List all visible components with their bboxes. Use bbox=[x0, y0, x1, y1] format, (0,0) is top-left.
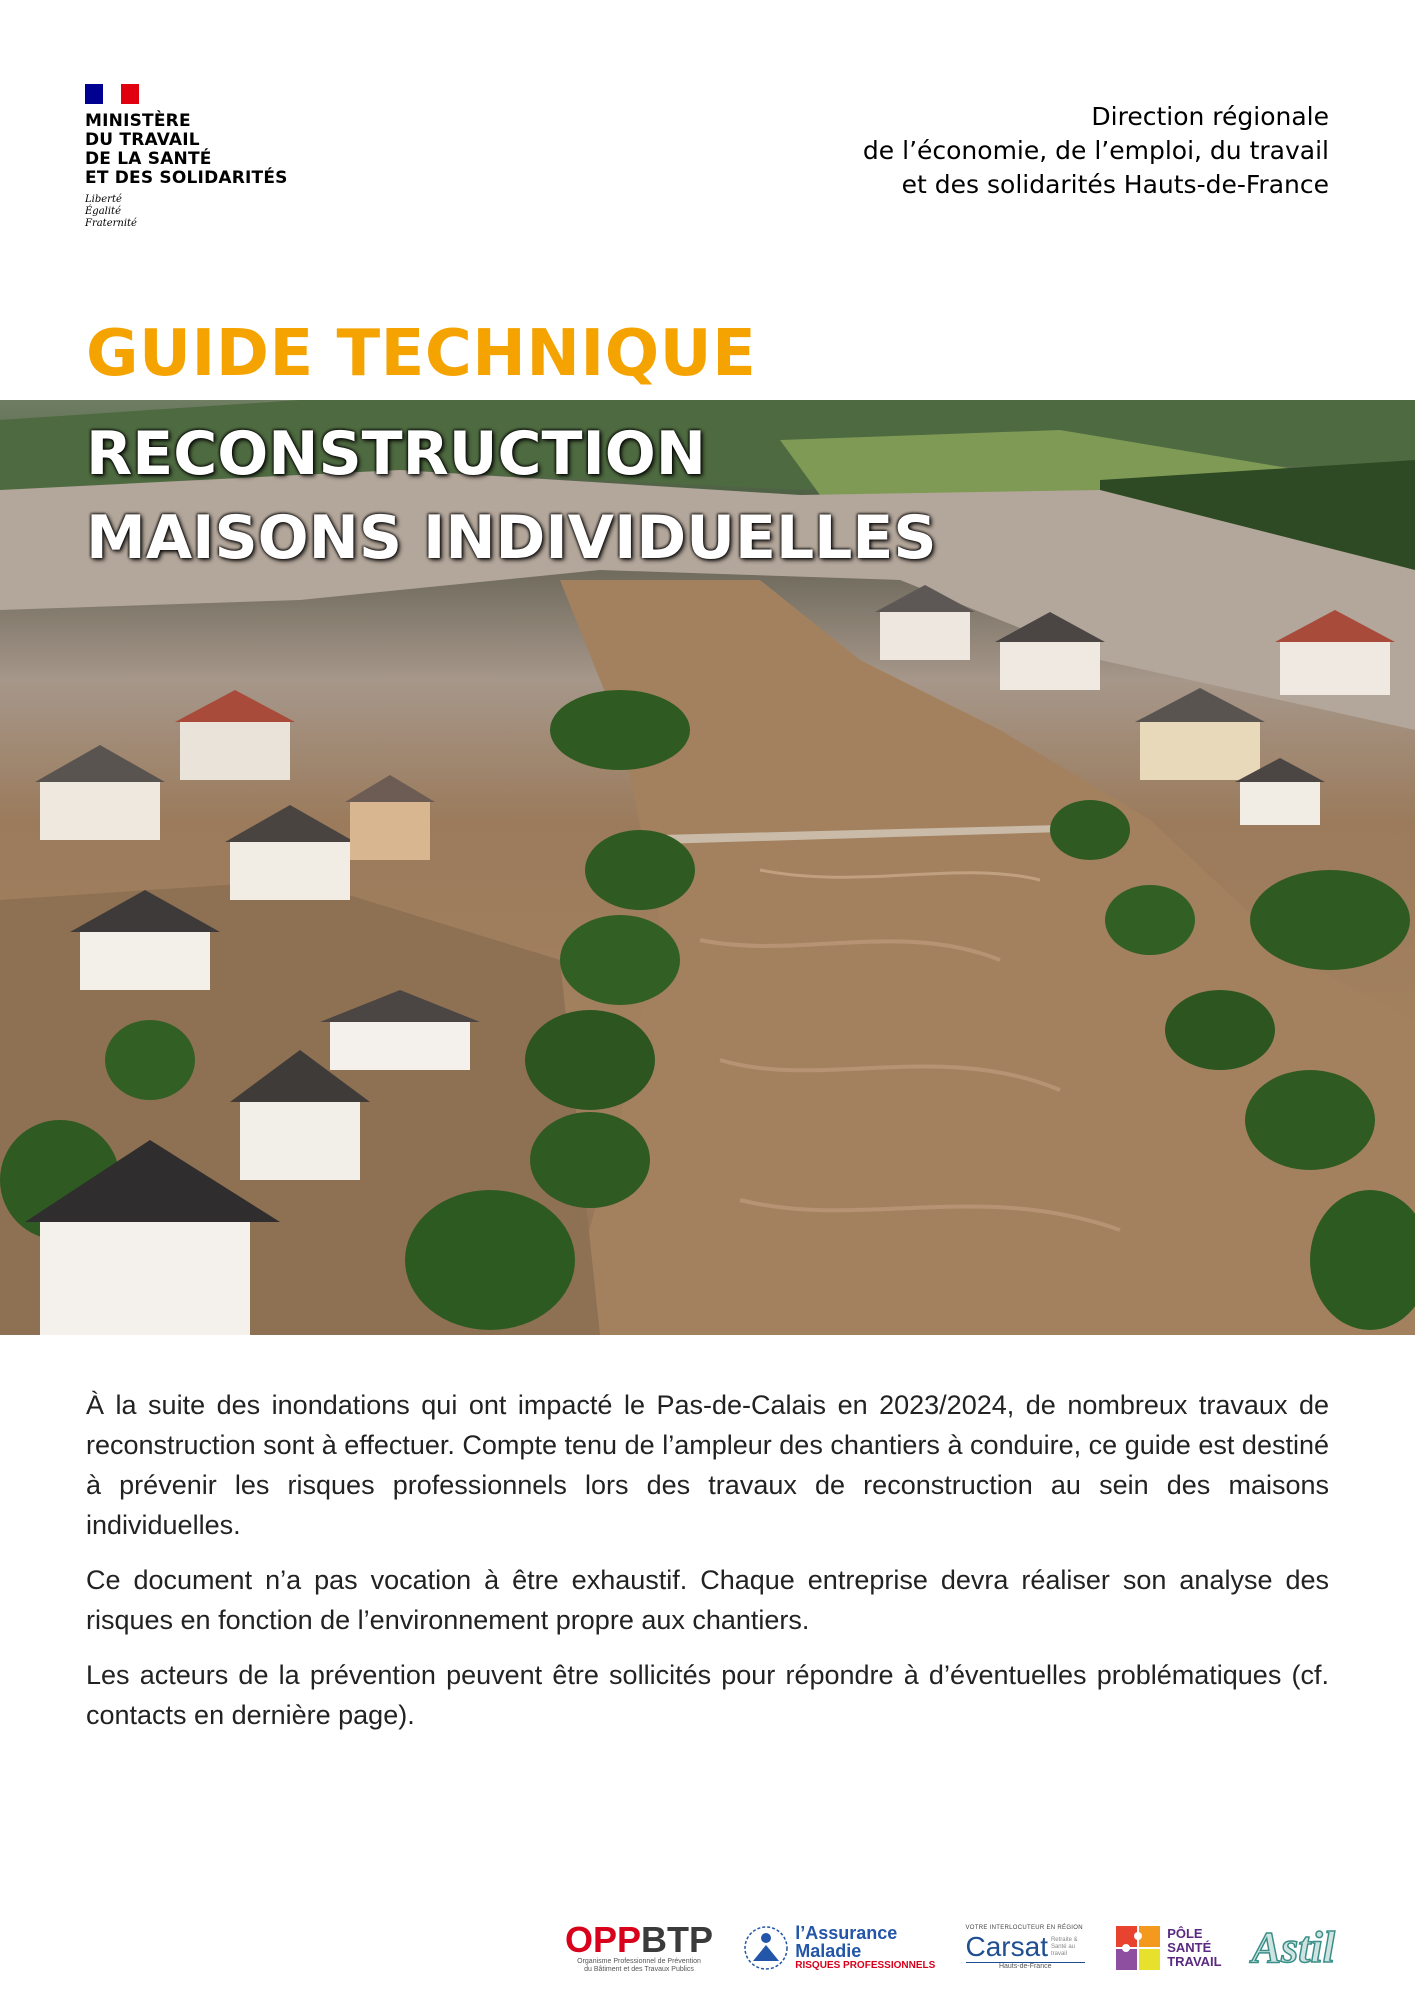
pole-sante-travail-line: TRAVAIL bbox=[1167, 1953, 1222, 1969]
motto-line: Liberté bbox=[85, 194, 122, 205]
puzzle-icon bbox=[1115, 1925, 1161, 1971]
carsat-region: Hauts-de-France bbox=[966, 1962, 1085, 1971]
pole-sante-travail-line: PÔLE bbox=[1167, 1925, 1203, 1941]
oppbtp-red-part: OPP bbox=[565, 1918, 642, 1960]
oppbtp-subtitle-line: du Bâtiment et des Travaux Publics bbox=[584, 1965, 694, 1973]
assurance-maladie-name-line: l’Assurance bbox=[795, 1922, 898, 1943]
pole-sante-travail-line: SANTÉ bbox=[1167, 1939, 1212, 1955]
direction-line: Direction régionale bbox=[1091, 102, 1329, 131]
oppbtp-subtitle-line: Organisme Professionnel de Prévention bbox=[577, 1957, 701, 1965]
astil-logo: Astil bbox=[1251, 1922, 1335, 1972]
introduction-text bbox=[86, 1385, 1329, 1750]
carsat-tagline: Retraite & Santé au travail bbox=[1050, 1936, 1078, 1957]
marianne-flag-icon bbox=[85, 84, 139, 104]
direction-line: de l’économie, de l’emploi, du travail bbox=[862, 136, 1329, 165]
motto-line: Fraternité bbox=[85, 218, 137, 229]
ministry-line: MINISTÈRE bbox=[85, 111, 191, 131]
direction-line: et des solidarités Hauts-de-France bbox=[901, 170, 1329, 199]
regional-direction bbox=[863, 100, 1329, 202]
oppbtp-dark-part: BTP bbox=[641, 1918, 714, 1960]
ministry-name bbox=[85, 112, 325, 188]
government-logo bbox=[85, 84, 325, 230]
ministry-line: DU TRAVAIL bbox=[85, 130, 200, 150]
paragraph: À la suite des inondations qui ont impacté le Pas-de-Calais en 2023/2024, de nombreux travaux de reconstruction sont à effectuer. Compte tenu de l’ampleur des chantiers à conduire, ce guide est destiné à prévenir les risques professionnels lors des travaux de reconstruction au sein des maisons individuelles. bbox=[86, 1390, 1329, 1540]
ministry-line: DE LA SANTÉ bbox=[85, 149, 212, 169]
assurance-maladie-subtitle: RISQUES PROFESSIONNELS bbox=[795, 1959, 936, 1971]
partner-logos bbox=[565, 1915, 1335, 1980]
oppbtp-wordmark bbox=[565, 1918, 714, 1960]
motto-line: Égalité bbox=[85, 206, 121, 217]
oppbtp-logo bbox=[565, 1918, 714, 1974]
assurance-maladie-name-line: Maladie bbox=[795, 1940, 862, 1961]
republic-motto bbox=[85, 194, 325, 230]
assurance-maladie-logo bbox=[743, 1924, 935, 1972]
paragraph: Les acteurs de la prévention peuvent être sollicités pour répondre à d’éventuelles problématiques (cf. contacts en dernière page). bbox=[86, 1660, 1329, 1730]
subtitle-line: RECONSTRUCTION bbox=[86, 419, 707, 489]
ministry-line: ET DES SOLIDARITÉS bbox=[85, 168, 288, 188]
page-title: GUIDE TECHNIQUE bbox=[86, 317, 757, 391]
page-subtitle bbox=[86, 412, 937, 580]
subtitle-line: MAISONS INDIVIDUELLES bbox=[86, 503, 937, 573]
carsat-wordmark: Carsat bbox=[965, 1931, 1048, 1962]
paragraph: Ce document n’a pas vocation à être exhaustif. Chaque entreprise devra réaliser son analyse des risques en fonction de l’environnement propre aux chantiers. bbox=[86, 1565, 1329, 1635]
carsat-top-line: VOTRE INTERLOCUTEUR EN RÉGION bbox=[965, 1925, 1083, 1931]
pole-sante-travail-logo bbox=[1115, 1925, 1221, 1971]
assurance-maladie-emblem-icon bbox=[743, 1925, 789, 1971]
carsat-logo bbox=[966, 1924, 1085, 1971]
